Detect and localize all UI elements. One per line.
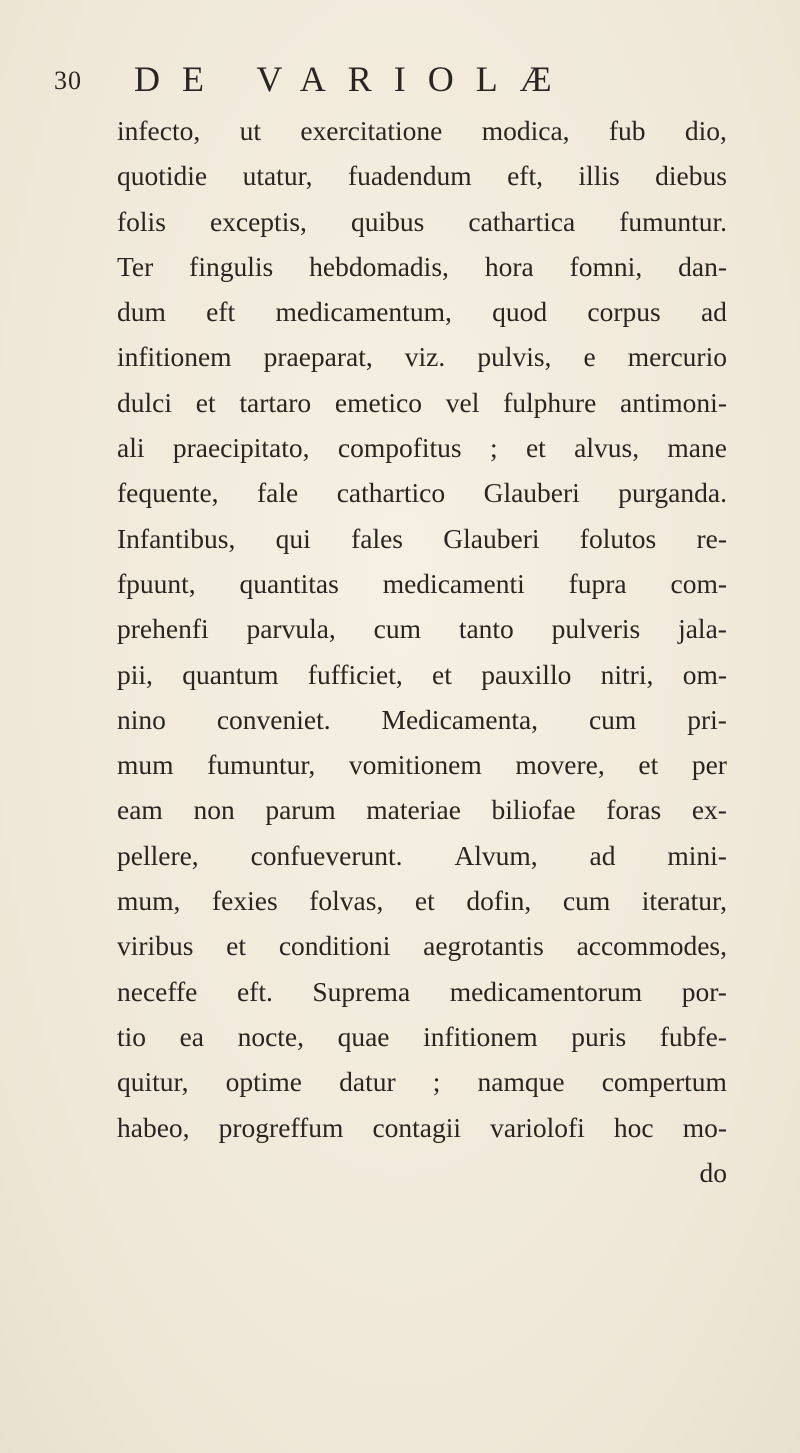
text-line-12 xyxy=(117,606,727,651)
word: fupra xyxy=(568,567,627,599)
word: eft xyxy=(206,296,236,328)
word: ; xyxy=(432,1066,441,1098)
word: com- xyxy=(670,567,727,599)
text-line-4 xyxy=(117,244,727,289)
word: infitionem xyxy=(423,1020,538,1052)
word: contagii xyxy=(372,1111,462,1143)
word: Glauberi xyxy=(443,522,540,554)
word: parvula, xyxy=(246,613,336,645)
word: Suprema xyxy=(312,975,411,1007)
word: ut xyxy=(239,115,261,146)
word: per xyxy=(691,749,727,781)
word: aegrotantis xyxy=(423,930,544,962)
word: variolofi xyxy=(490,1111,585,1143)
word: mo- xyxy=(682,1111,727,1143)
text-line-19 xyxy=(117,923,727,968)
word: fomni, xyxy=(569,250,643,282)
word: et xyxy=(226,930,247,962)
word: modica, xyxy=(481,115,570,146)
body-text xyxy=(117,108,727,1195)
text-line-23 xyxy=(117,1105,727,1150)
word: optime xyxy=(225,1066,302,1098)
word: habeo, xyxy=(117,1111,190,1143)
word: medicamentum, xyxy=(275,296,452,328)
word: vomitionem xyxy=(348,749,482,781)
word: cum xyxy=(588,703,637,735)
word: pellere, xyxy=(117,839,199,871)
word: pulveris xyxy=(551,613,641,645)
word: non xyxy=(193,794,235,826)
word: Glauberi xyxy=(483,477,580,509)
word: eam xyxy=(117,794,163,826)
word: dofin, xyxy=(466,885,532,917)
text-line-15 xyxy=(117,742,727,787)
word: fubfe- xyxy=(659,1020,727,1052)
word: fale xyxy=(257,477,299,509)
text-line-14 xyxy=(117,697,727,742)
word: dan- xyxy=(678,250,727,282)
word: quitur, xyxy=(117,1066,189,1098)
word: infecto, xyxy=(117,115,201,146)
word: praecipitato, xyxy=(172,432,310,464)
text-line-1 xyxy=(117,108,727,153)
word: cum xyxy=(373,613,421,645)
word: emetico xyxy=(334,386,422,418)
word: medicamenti xyxy=(382,567,525,599)
text-line-6 xyxy=(117,334,727,379)
word: por- xyxy=(681,975,727,1007)
word: hora xyxy=(484,250,534,282)
word: compertum xyxy=(601,1066,727,1098)
word: pii, xyxy=(117,658,153,690)
word: hebdomadis, xyxy=(309,250,449,282)
word: puris xyxy=(571,1020,627,1052)
word: pri- xyxy=(687,703,727,735)
word: hoc xyxy=(613,1111,654,1143)
word: praeparat, xyxy=(263,341,373,373)
word: foras xyxy=(606,794,662,826)
word: prehenfi xyxy=(117,613,209,645)
word: alvus, xyxy=(574,432,640,464)
word: materiae xyxy=(366,794,461,826)
word: exercitatione xyxy=(300,115,443,146)
word: purganda. xyxy=(618,477,727,509)
word: quantitas xyxy=(239,567,339,599)
word: et xyxy=(525,432,546,464)
word: pulvis, xyxy=(477,341,552,373)
word: fequente, xyxy=(117,477,219,509)
word: Medicamenta, xyxy=(381,703,539,735)
word: Ter xyxy=(117,250,154,282)
word: namque xyxy=(477,1066,565,1098)
word: mane xyxy=(667,432,727,464)
text-line-3 xyxy=(117,199,727,244)
word: infitionem xyxy=(117,341,232,373)
word: conveniet. xyxy=(216,703,331,735)
word: quibus xyxy=(350,205,425,237)
word: ad xyxy=(700,296,727,328)
word: om- xyxy=(682,658,727,690)
word: nitri, xyxy=(600,658,654,690)
word: folis xyxy=(117,205,166,237)
word: utatur, xyxy=(242,160,313,192)
word: quod xyxy=(492,296,548,328)
word: re- xyxy=(696,522,727,554)
word: eft. xyxy=(236,975,273,1007)
word: conditioni xyxy=(278,930,391,962)
word: fpuunt, xyxy=(117,567,196,599)
word: mum, xyxy=(117,885,181,917)
word: fuadendum xyxy=(347,160,472,192)
word: fub xyxy=(608,115,646,146)
text-line-2 xyxy=(117,153,727,198)
word: dum xyxy=(117,296,166,328)
text-line-7 xyxy=(117,380,727,425)
word: ; xyxy=(489,432,498,464)
word: viribus xyxy=(117,930,194,962)
word: tio xyxy=(117,1020,147,1052)
word: et xyxy=(638,749,659,781)
word: illis xyxy=(578,160,620,192)
text-line-9 xyxy=(117,470,727,515)
word: quotidie xyxy=(117,160,208,192)
word: folutos xyxy=(579,522,657,554)
word: folvas, xyxy=(309,885,384,917)
word: mercurio xyxy=(627,341,727,373)
word: neceffe xyxy=(117,975,198,1007)
text-line-17 xyxy=(117,833,727,878)
running-title: DE VARIOLÆ xyxy=(134,59,574,99)
word: ad xyxy=(589,839,616,871)
word: quae xyxy=(337,1020,390,1052)
word: viz. xyxy=(404,341,446,373)
word: Infantibus, xyxy=(117,522,236,554)
word: dio, xyxy=(684,115,727,146)
page-header xyxy=(54,58,754,108)
word: exceptis, xyxy=(209,205,307,237)
word: fingulis xyxy=(189,250,274,282)
text-line-11 xyxy=(117,561,727,606)
word: fulphure xyxy=(503,386,597,418)
word: corpus xyxy=(587,296,661,328)
word: pauxillo xyxy=(481,658,572,690)
word: diebus xyxy=(655,160,727,192)
text-line-18 xyxy=(117,878,727,923)
word: fumuntur. xyxy=(619,205,727,237)
text-line-16 xyxy=(117,787,727,832)
word: tartaro xyxy=(239,386,312,418)
word: eft, xyxy=(507,160,543,192)
word: ex- xyxy=(691,794,727,826)
text-line-13 xyxy=(117,652,727,697)
word: fufficiet, xyxy=(307,658,403,690)
word: accommodes, xyxy=(576,930,727,962)
word: fales xyxy=(351,522,404,554)
word: movere, xyxy=(515,749,605,781)
word: nino xyxy=(117,703,166,735)
word: vel xyxy=(445,386,480,418)
word: cum xyxy=(562,885,611,917)
word: datur xyxy=(339,1066,396,1098)
word: et xyxy=(414,885,435,917)
word: fumuntur, xyxy=(207,749,316,781)
word: compofitus xyxy=(337,432,462,464)
word: ali xyxy=(117,432,145,464)
word: Alvum, xyxy=(454,839,538,871)
text-line-22 xyxy=(117,1059,727,1104)
word: e xyxy=(583,341,596,373)
word: cathartica xyxy=(468,205,576,237)
word: progreffum xyxy=(218,1111,344,1143)
word: biliofae xyxy=(491,794,576,826)
word: mini- xyxy=(667,839,727,871)
text-line-21 xyxy=(117,1014,727,1059)
word: cathartico xyxy=(336,477,446,509)
text-line-20 xyxy=(117,969,727,1014)
word: et xyxy=(432,658,452,690)
page-number: 30 xyxy=(54,66,82,95)
word: fexies xyxy=(211,885,278,917)
word: ea xyxy=(179,1020,205,1052)
word: confueverunt. xyxy=(250,839,403,871)
word: et xyxy=(195,386,216,418)
word: nocte, xyxy=(237,1020,305,1052)
text-line-8 xyxy=(117,425,727,470)
catchword: do xyxy=(699,1156,727,1188)
word: tanto xyxy=(458,613,514,645)
word: parum xyxy=(265,794,336,826)
word: medicamentorum xyxy=(449,975,643,1007)
word: quantum xyxy=(182,658,279,690)
word: jala- xyxy=(678,613,727,645)
word: qui xyxy=(275,522,311,554)
word: iteratur, xyxy=(641,885,727,917)
text-line-10 xyxy=(117,516,727,561)
word: antimoni- xyxy=(620,386,727,418)
text-line-5 xyxy=(117,289,727,334)
word: mum xyxy=(117,749,174,781)
word: dulci xyxy=(117,386,172,418)
